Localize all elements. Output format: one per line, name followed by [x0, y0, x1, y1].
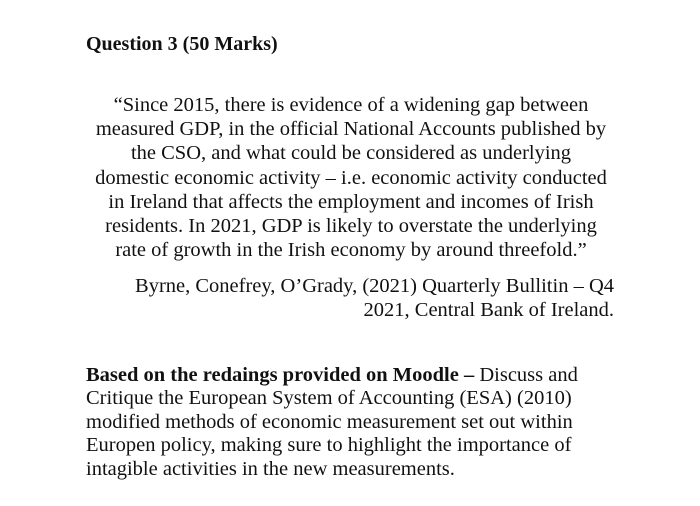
- quote-citation: [110, 274, 614, 322]
- quote-line: domestic economic activity – i.e. economic activity conducted: [95, 166, 607, 189]
- quote-block: [82, 93, 620, 262]
- citation-line: Byrne, Conefrey, O’Grady, (2021) Quarterly Bullitin – Q4: [135, 275, 614, 297]
- task-bold-intro: Based on the redaings provided on Moodle –: [86, 364, 475, 386]
- quote-line: residents. In 2021, GDP is likely to overstate the underlying: [105, 215, 597, 238]
- quote-line: in Ireland that affects the employment and incomes of Irish: [108, 190, 594, 213]
- quote-line: rate of growth in the Irish economy by around threefold.”: [115, 239, 587, 262]
- task-line: modified methods of economic measurement set out within: [86, 410, 573, 433]
- task-line: intagible activities in the new measurements.: [86, 457, 455, 480]
- task-line: Critique the European System of Accounting (ESA) (2010): [86, 387, 572, 410]
- citation-line: 2021, Central Bank of Ireland.: [363, 299, 614, 321]
- quote-line: the CSO, and what could be considered as underlying: [130, 142, 572, 165]
- quote-line: “Since 2015, there is evidence of a widening gap between: [113, 94, 589, 116]
- task-line-first: [86, 364, 646, 387]
- question-heading: Question 3 (50 Marks): [86, 33, 278, 55]
- task-instructions: [86, 364, 646, 481]
- quote-line: measured GDP, in the official National Accounts published by: [95, 118, 607, 141]
- task-first-line-rest: Discuss and: [474, 364, 578, 386]
- task-line: Europen policy, making sure to highlight the importance of: [86, 434, 572, 457]
